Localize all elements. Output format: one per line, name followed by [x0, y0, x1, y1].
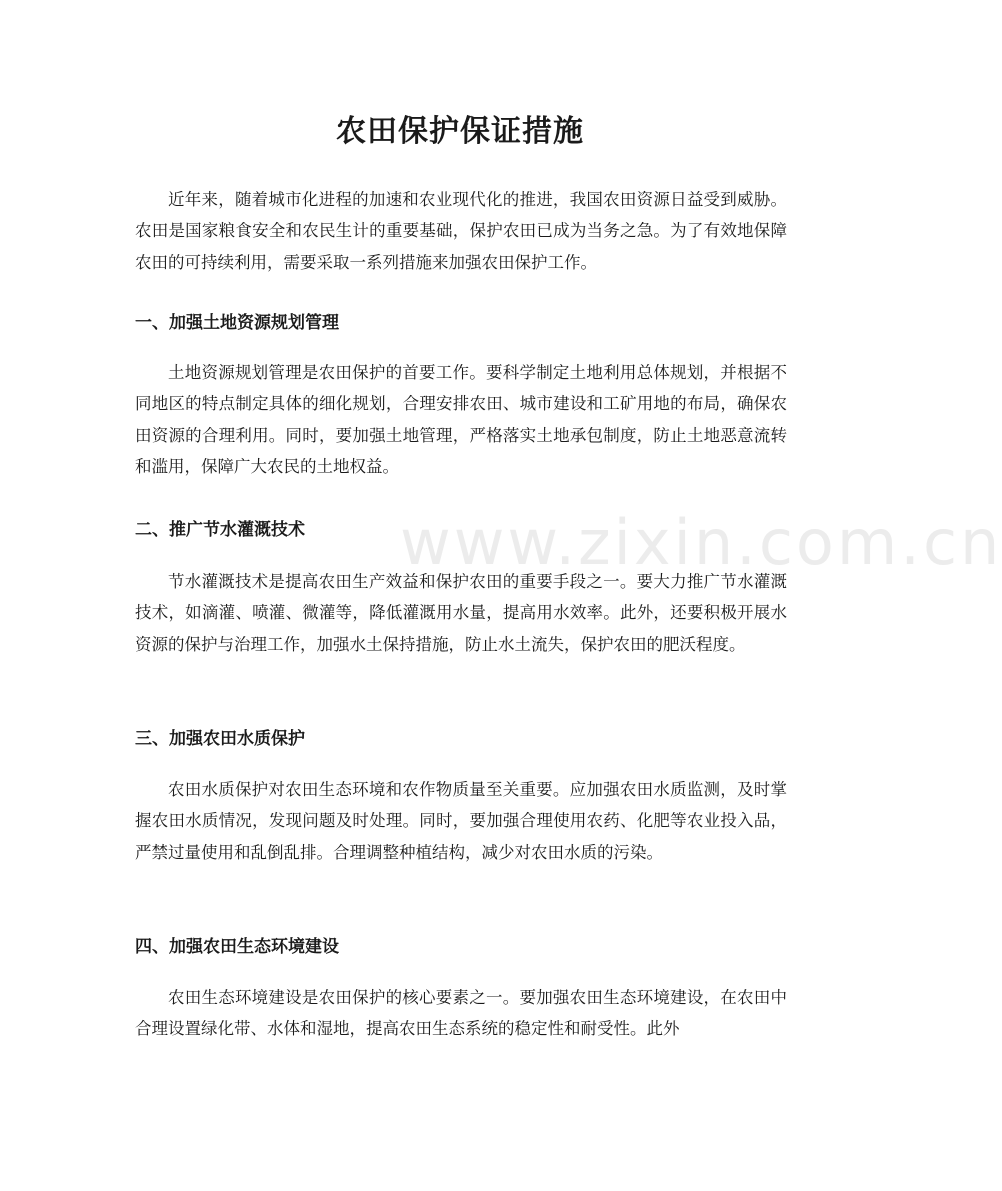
- section-3-body: 农田水质保护对农田生态环境和农作物质量至关重要。应加强农田水质监测，及时掌握农田水质情况，发现问题及时处理。同时，要加强合理使用农药、化肥等农业投入品，严禁过量使用和乱倒乱排。合理调整种植结构，减少对农田水质的污染。: [135, 780, 787, 862]
- section-2-heading: 二、推广节水灌溉技术: [135, 520, 305, 540]
- watermark-text: www.zixin.com.cn: [400, 506, 1002, 579]
- section-2-body: 节水灌溉技术是提高农田生产效益和保护农田的重要手段之一。要大力推广节水灌溉技术，如滴灌、喷灌、微灌等，降低灌溉用水量，提高用水效率。此外，还要积极开展水资源的保护与治理工作，加强水土保持措施，防止水土流失，保护农田的肥沃程度。: [135, 572, 787, 654]
- document-title: 农田保护保证措施: [336, 114, 584, 149]
- section-1-heading: 一、加强土地资源规划管理: [135, 313, 339, 333]
- section-1-body: 土地资源规划管理是农田保护的首要工作。要科学制定土地利用总体规划，并根据不同地区的特点制定具体的细化规划，合理安排农田、城市建设和工矿用地的布局，确保农田资源的合理利用。同时，要加强土地管理，严格落实土地承包制度，防止土地恶意流转和滥用，保障广大农民的土地权益。: [135, 363, 787, 476]
- section-4-body: 农田生态环境建设是农田保护的核心要素之一。要加强农田生态环境建设，在农田中合理设置绿化带、水体和湿地，提高农田生态系统的稳定性和耐受性。此外: [135, 988, 787, 1039]
- section-4-heading: 四、加强农田生态环境建设: [135, 937, 339, 957]
- section-3-heading: 三、加强农田水质保护: [135, 729, 305, 749]
- intro-paragraph: 近年来，随着城市化进程的加速和农业现代化的推进，我国农田资源日益受到威胁。农田是国家粮食安全和农民生计的重要基础，保护农田已成为当务之急。为了有效地保障农田的可持续利用，需要采取一系列措施来加强农田保护工作。: [135, 190, 787, 272]
